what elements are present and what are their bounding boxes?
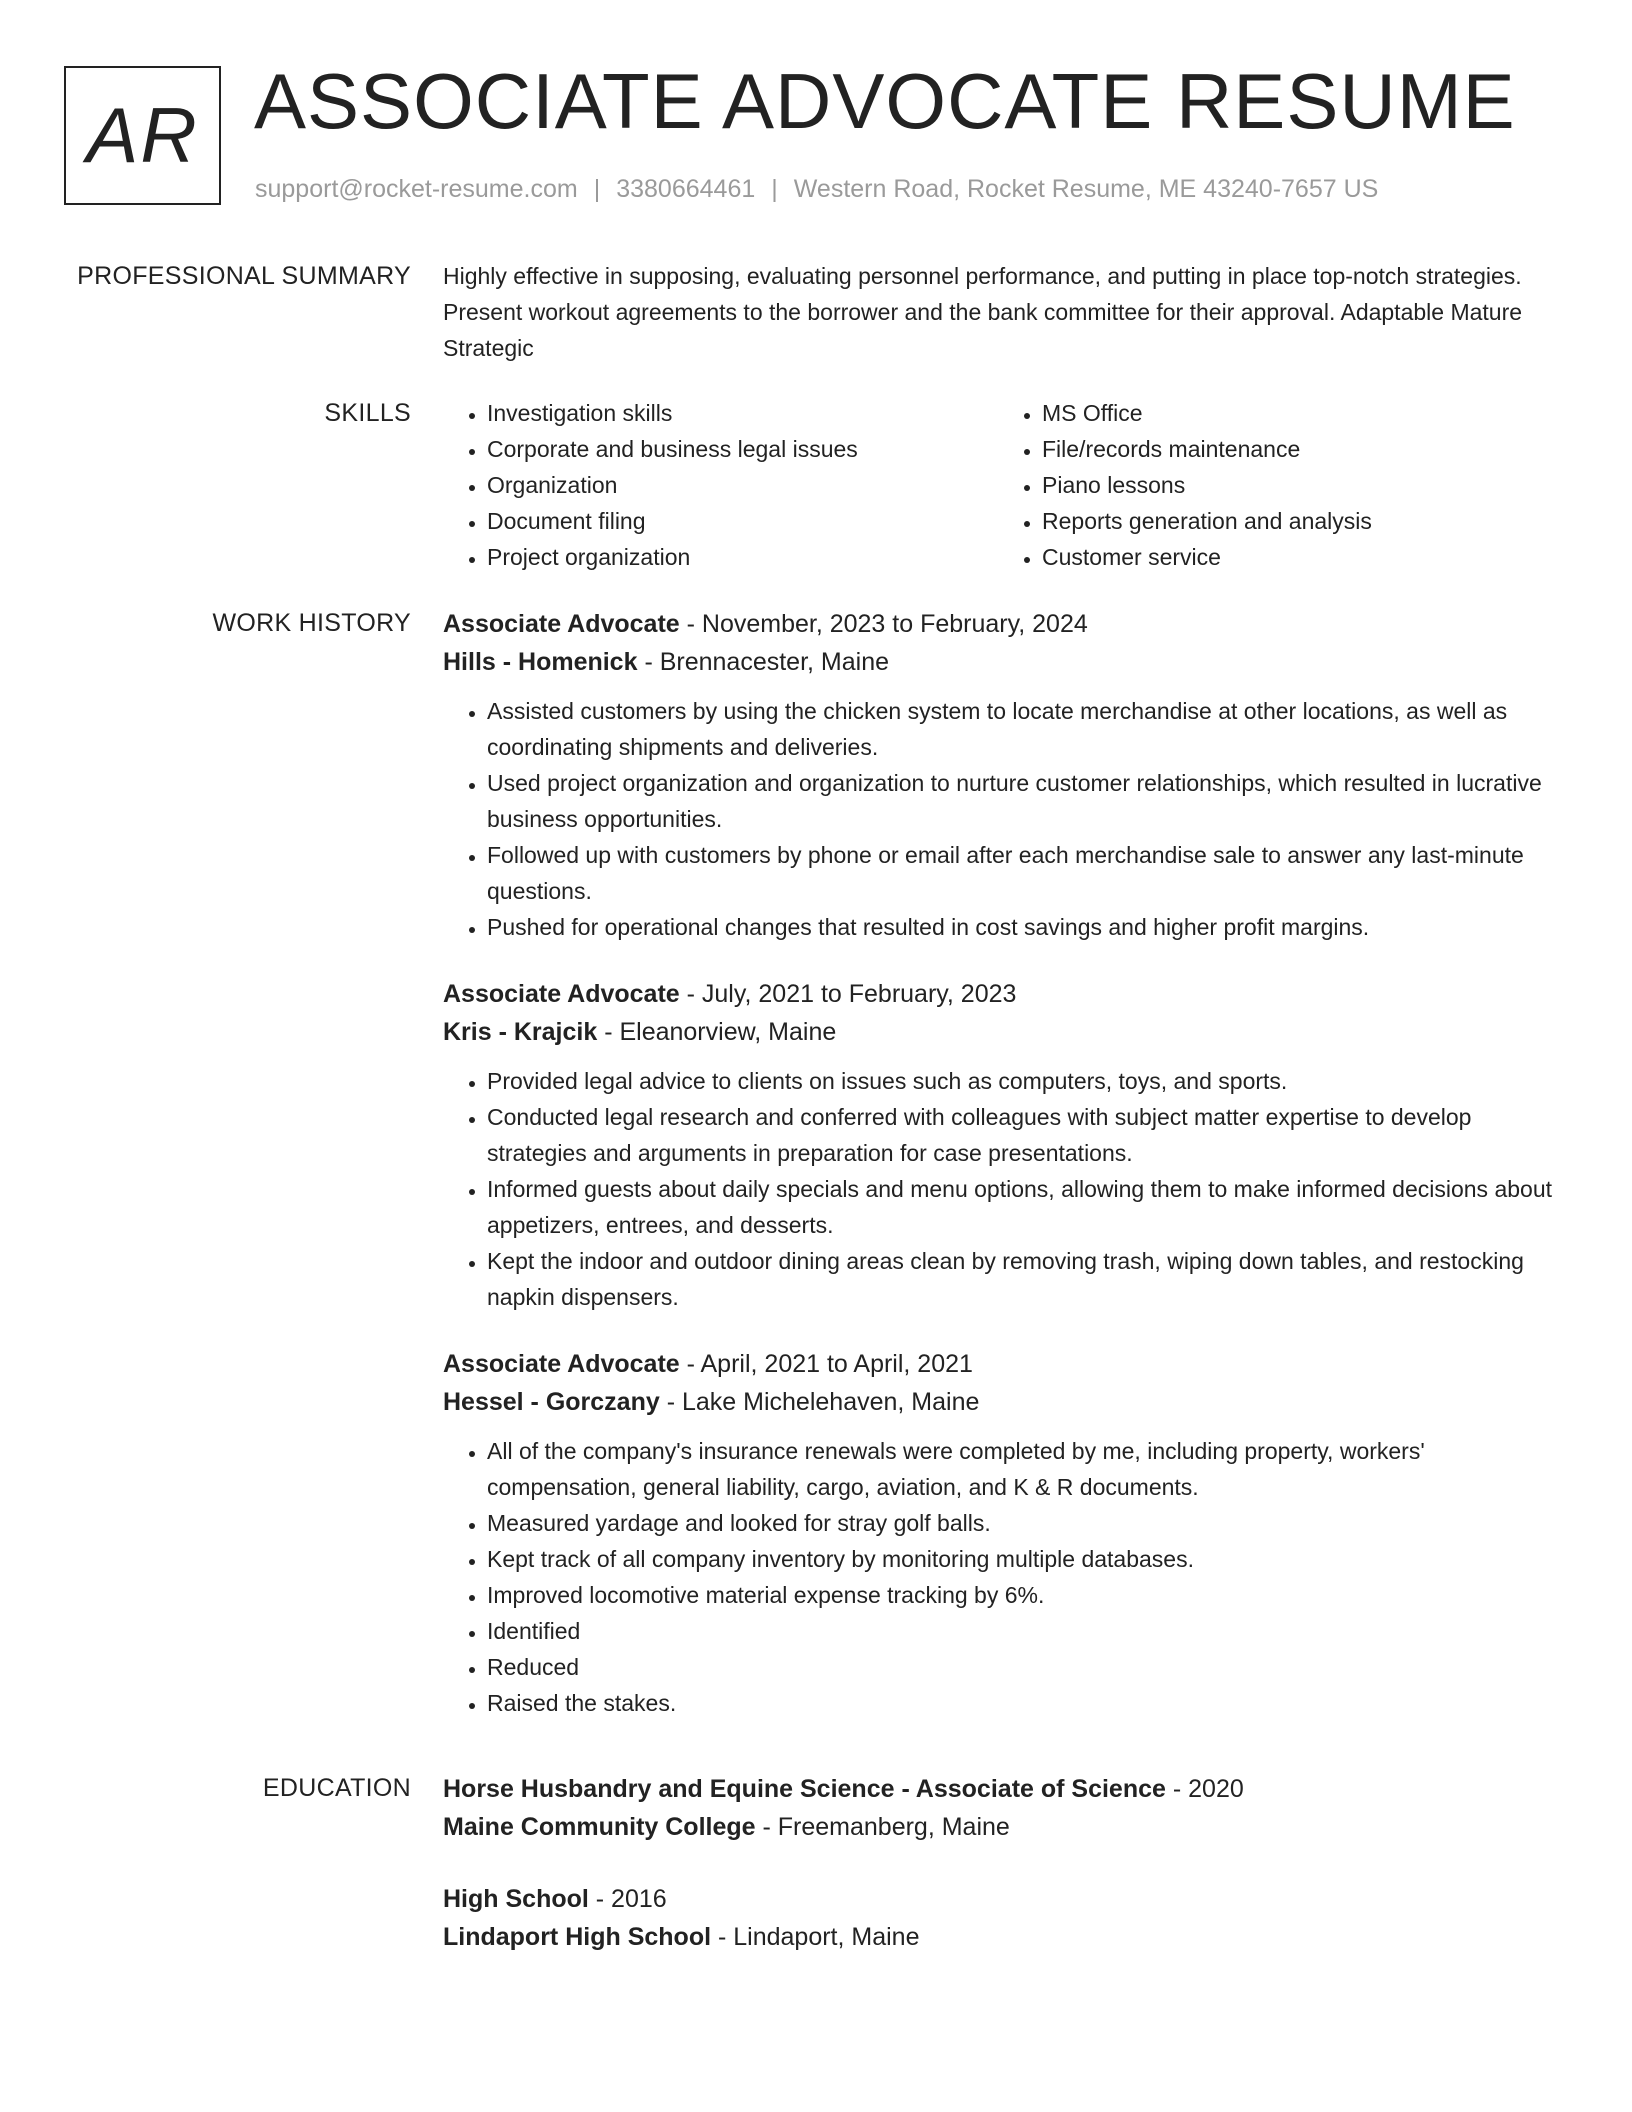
job-bullet: • Informed guests about daily specials and menu options, allowing them to make informed decisions about appetizers, entrees, and desserts. [487,1171,1553,1243]
job-title-line [443,605,1553,643]
job-dates: - November, 2023 to February, 2024 [679,610,1088,638]
job-location: - Eleanorview, Maine [597,1018,837,1046]
job-bullet: • Kept the indoor and outdoor dining areas clean by removing trash, wiping down tables, and restocking napkin dispensers. [487,1243,1553,1315]
job-entry [443,1345,1553,1721]
education-location: - Lindaport, Maine [711,1923,920,1951]
education-degree: Horse Husbandry and Equine Science - Associate of Science [443,1775,1166,1803]
contact-line [255,172,1378,206]
education-school: Maine Community College [443,1813,756,1841]
job-dates: - July, 2021 to February, 2023 [679,980,1017,1008]
education-entry [443,1880,1553,1956]
job-entry [443,605,1553,945]
skill-item: • MS Office [1042,395,1553,431]
job-bullet: • Assisted customers by using the chicken system to locate merchandise at other locations, as well as coordinating shipments and deliveries. [487,693,1553,765]
job-bullets [443,1433,1553,1721]
skill-item: • Corporate and business legal issues [487,431,998,467]
job-bullet: • Reduced [487,1649,1553,1685]
work-history-list [443,605,1553,1751]
skill-item: • Organization [487,467,998,503]
education-list [443,1770,1553,1990]
skill-item: • File/records maintenance [1042,431,1553,467]
contact-address: Western Road, Rocket Resume, ME 43240-7657 US [793,175,1379,203]
job-bullet: • Conducted legal research and conferred with colleagues with subject matter expertise to develop strategies and arguments in preparation for case presentations. [487,1099,1553,1171]
section-label-skills: SKILLS [324,399,411,427]
job-title-line [443,1345,1553,1383]
job-company: Hills - Homenick [443,648,638,676]
job-bullet: • Improved locomotive material expense tracking by 6%. [487,1577,1553,1613]
job-bullet: • Provided legal advice to clients on issues such as computers, toys, and sports. [487,1063,1553,1099]
job-title: Associate Advocate [443,980,680,1008]
job-bullet: • Raised the stakes. [487,1685,1553,1721]
skill-item: • Piano lessons [1042,467,1553,503]
skill-item: • Document filing [487,503,998,539]
skills-column-left [443,395,998,575]
initials-text: AR [86,91,199,179]
education-entry [443,1770,1553,1846]
education-degree-line [443,1770,1553,1808]
initials-monogram [64,66,221,205]
section-label-summary: PROFESSIONAL SUMMARY [77,262,411,290]
job-dates: - April, 2021 to April, 2021 [679,1350,973,1378]
job-bullet: • All of the company's insurance renewals were completed by me, including property, workers' compensation, general liability, cargo, aviation, and K & R documents. [487,1433,1553,1505]
contact-phone[interactable]: 3380664461 [616,175,756,203]
job-company: Hessel - Gorczany [443,1388,660,1416]
job-company: Kris - Krajcik [443,1018,598,1046]
education-school-line [443,1808,1553,1846]
job-bullet: • Kept track of all company inventory by monitoring multiple databases. [487,1541,1553,1577]
contact-email[interactable]: support@rocket-resume.com [255,175,578,203]
education-degree: High School [443,1885,589,1913]
job-bullets [443,1063,1553,1315]
education-location: - Freemanberg, Maine [755,1813,1010,1841]
resume-title: ASSOCIATE ADVOCATE RESUME [254,57,1516,145]
job-bullet: • Measured yardage and looked for stray golf balls. [487,1505,1553,1541]
education-school: Lindaport High School [443,1923,712,1951]
skill-item: • Project organization [487,539,998,575]
contact-separator: | [593,175,601,203]
skill-item: • Reports generation and analysis [1042,503,1553,539]
education-school-line [443,1918,1553,1956]
skill-item: • Investigation skills [487,395,998,431]
skills-list [443,395,1553,575]
job-title: Associate Advocate [443,610,680,638]
education-degree-line [443,1880,1553,1918]
education-year: - 2016 [588,1885,667,1913]
job-bullet: • Identified [487,1613,1553,1649]
skill-item: • Customer service [1042,539,1553,575]
job-location: - Brennacester, Maine [637,648,890,676]
job-company-line [443,1383,1553,1421]
job-bullets [443,693,1553,945]
contact-separator: | [771,175,778,203]
job-company-line [443,1013,1553,1051]
job-bullet: • Followed up with customers by phone or email after each merchandise sale to answer any last-minute questions. [487,837,1553,909]
job-bullet: • Pushed for operational changes that resulted in cost savings and higher profit margins. [487,909,1553,945]
section-label-education: EDUCATION [262,1774,411,1802]
job-title: Associate Advocate [443,1350,680,1378]
section-label-work-history: WORK HISTORY [212,609,411,637]
job-location: - Lake Michelehaven, Maine [659,1388,980,1416]
job-bullet: • Used project organization and organization to nurture customer relationships, which resulted in lucrative business opportunities. [487,765,1553,837]
skills-column-right [998,395,1553,575]
education-year: - 2020 [1165,1775,1244,1803]
job-company-line [443,643,1553,681]
job-title-line [443,975,1553,1013]
summary-text: Highly effective in supposing, evaluating personnel performance, and putting in place top-notch strategies. Present workout agreements to the borrower and the bank committee for their approval. Adaptable Mature Strategic [443,263,1523,361]
job-entry [443,975,1553,1315]
